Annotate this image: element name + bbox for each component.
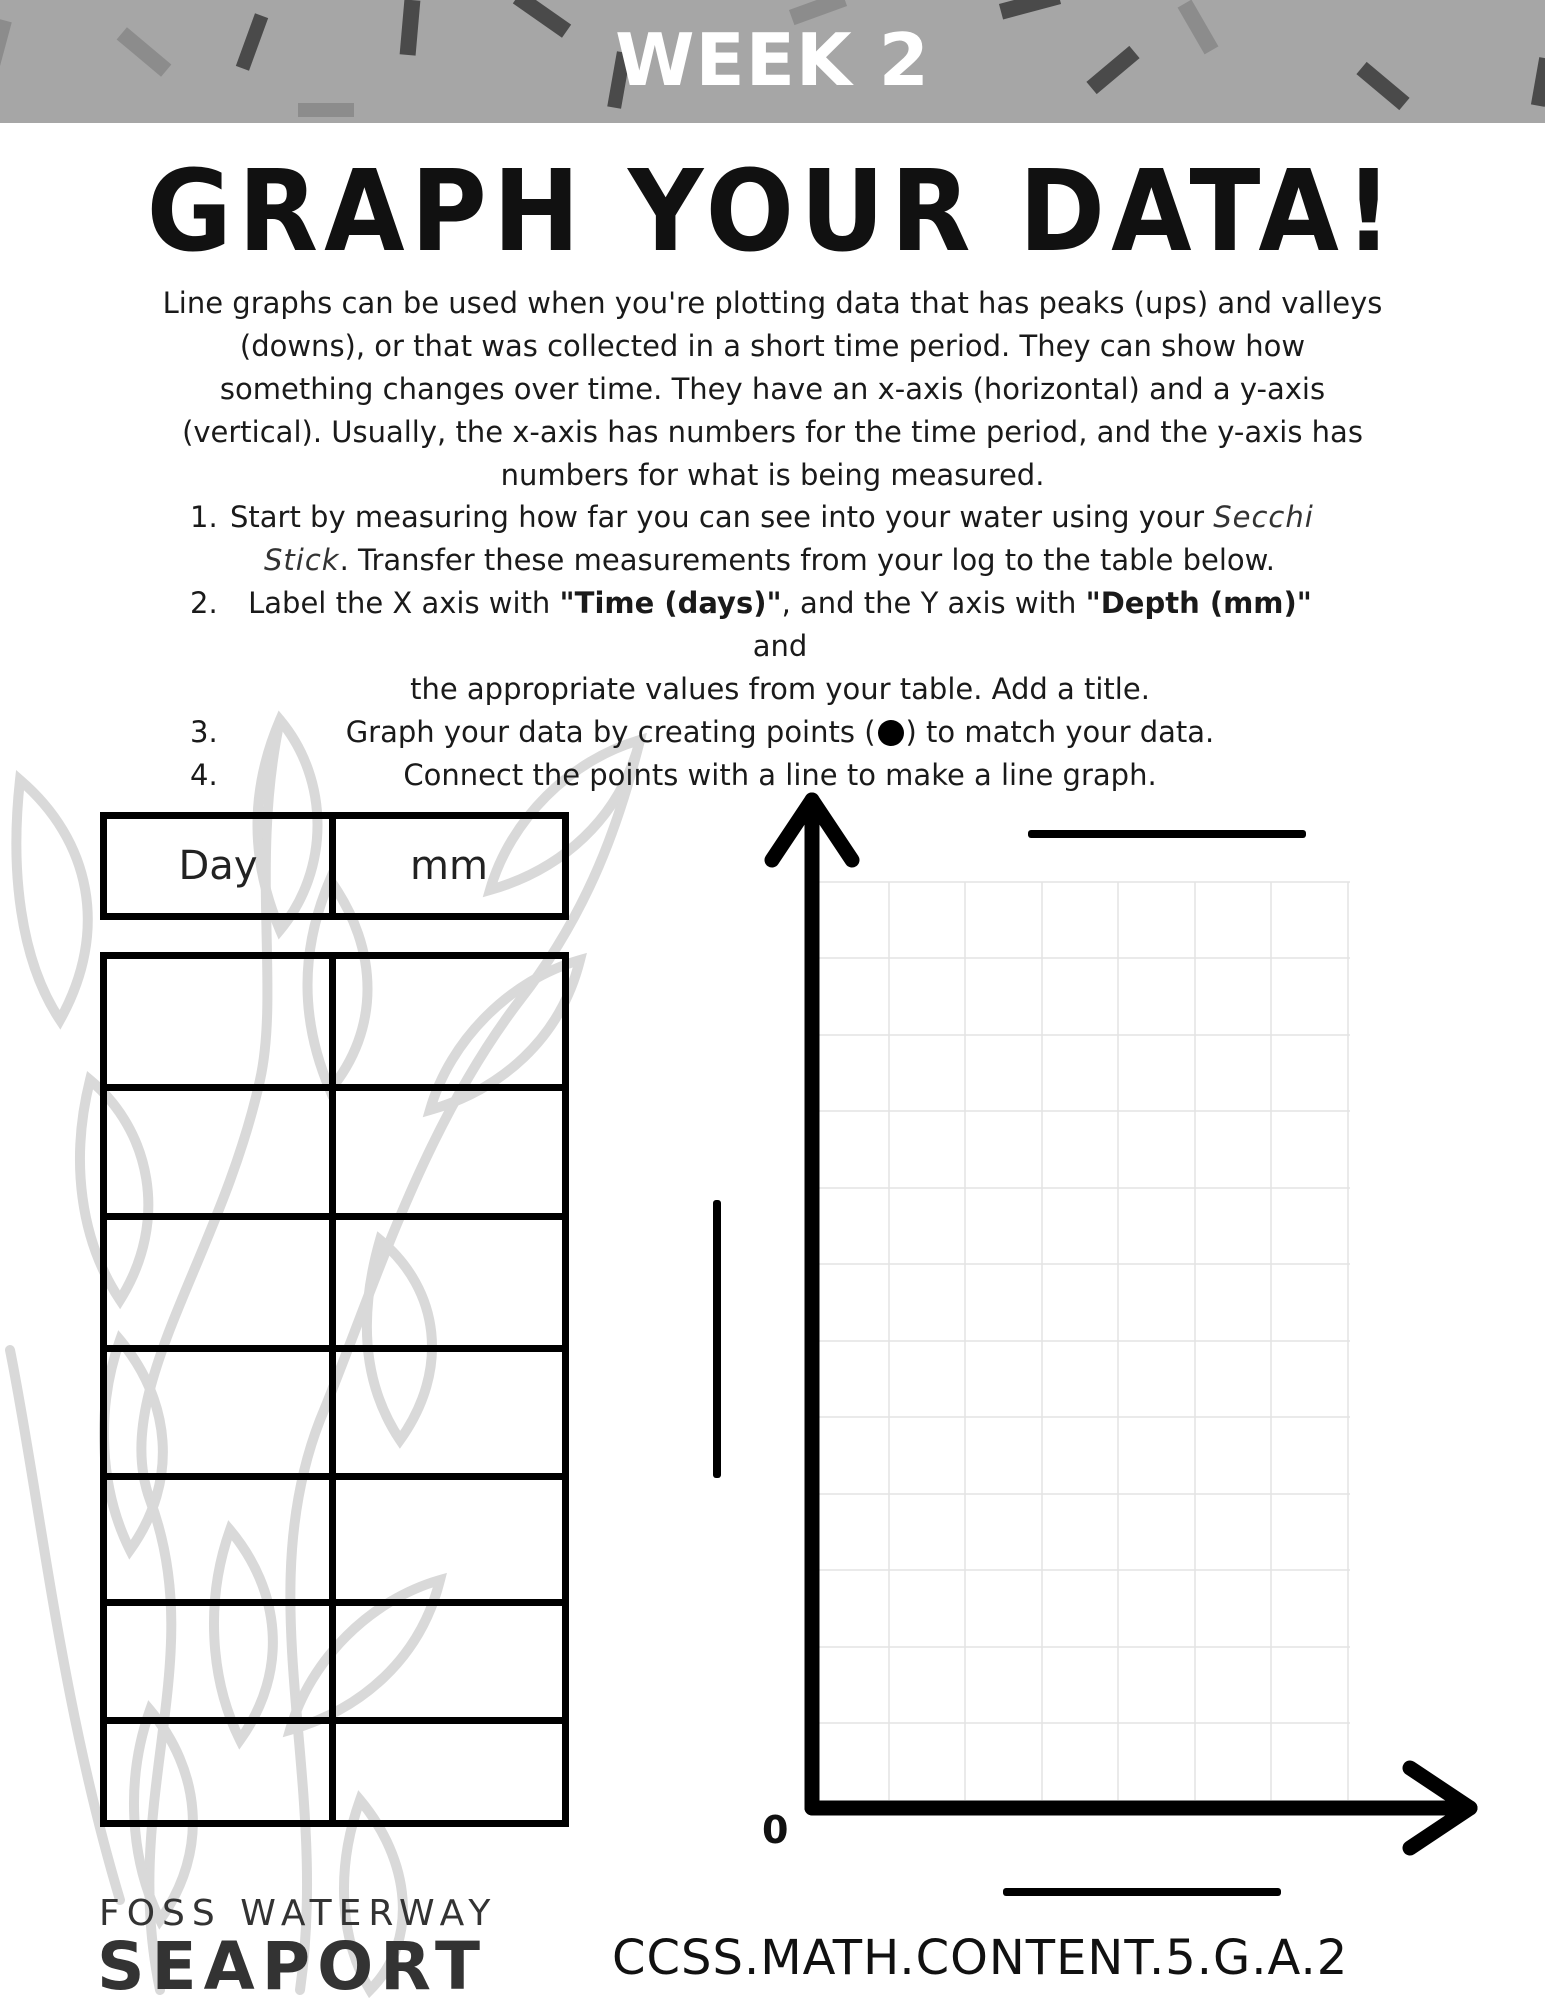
page-title: GRAPH YOUR DATA! bbox=[146, 145, 1399, 277]
x-axis-label-blank[interactable] bbox=[1003, 1888, 1281, 1896]
step-text: Start by measuring how far you can see into your water using your bbox=[230, 500, 1214, 534]
step-number: 4. bbox=[190, 758, 218, 792]
step-bold: "Depth (mm)" bbox=[1085, 586, 1312, 620]
step-text: Graph your data by creating points ( bbox=[345, 715, 876, 749]
mm-column-header: mm bbox=[410, 843, 488, 889]
step-text: the appropriate values from your table. Add a title. bbox=[410, 672, 1150, 706]
step-text: and bbox=[752, 629, 808, 663]
standard-code: CCSS.MATH.CONTENT.5.G.A.2 bbox=[612, 1930, 1349, 1986]
week-title: WEEK 2 bbox=[615, 18, 930, 102]
step-text: Label the X axis with bbox=[248, 586, 560, 620]
step-text: , and the Y axis with bbox=[781, 586, 1086, 620]
origin-label: 0 bbox=[762, 1808, 789, 1852]
step-italic: Secchi bbox=[1213, 500, 1314, 534]
org-name-top: FOSS WATERWAY bbox=[99, 1893, 498, 1934]
graph-title-blank[interactable] bbox=[1028, 830, 1306, 838]
step-number: 2. bbox=[190, 586, 218, 620]
step-text: Connect the points with a line to make a line graph. bbox=[403, 758, 1157, 792]
day-column-header: Day bbox=[178, 843, 258, 889]
graph-grid bbox=[812, 882, 1350, 1800]
step-number: 1. bbox=[190, 500, 218, 534]
step-number: 3. bbox=[190, 715, 218, 749]
step-italic: Stick bbox=[264, 543, 340, 577]
org-name-bottom: SEAPORT bbox=[97, 1928, 488, 2005]
y-axis-label-blank[interactable] bbox=[713, 1200, 721, 1478]
intro-paragraph: Line graphs can be used when you're plotting data that has peaks (ups) and valleys (downs), or that was collected in a short time period. They can show how something changes over time. They have an x-axis (horizontal) and a y-axis (vertical). Usually, the x-axis has numbers for the time period, and the y-axis has numbers for what is being measured. bbox=[162, 286, 1383, 492]
step-text: ) to match your data. bbox=[905, 715, 1215, 749]
step-text: . Transfer these measurements from your log to the table below. bbox=[339, 543, 1275, 577]
step-bold: "Time (days)" bbox=[559, 586, 782, 620]
